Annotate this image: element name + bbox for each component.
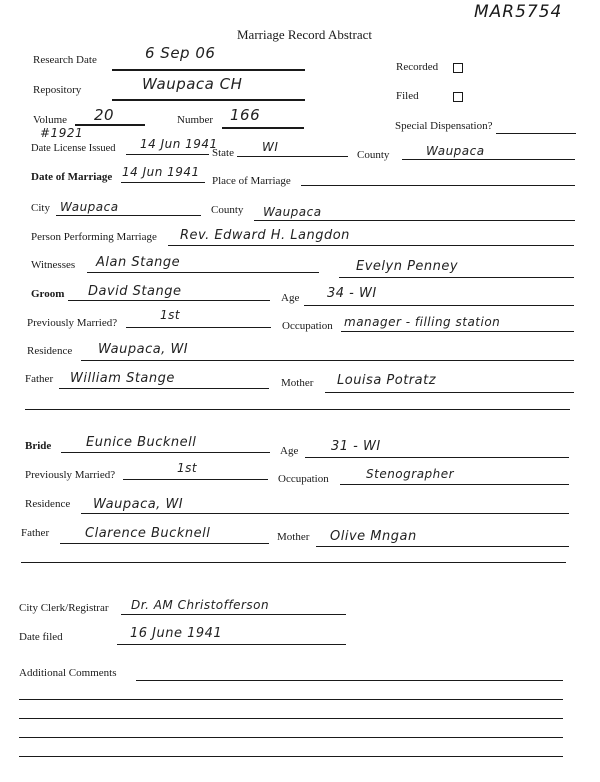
bride-mother-label: Mother xyxy=(277,531,310,543)
county-value: Waupaca xyxy=(426,144,485,158)
repository-label: Repository xyxy=(33,84,82,96)
date-of-marriage-label: Date of Marriage xyxy=(31,171,113,183)
bride-residence-line xyxy=(81,513,569,514)
county-line xyxy=(402,159,575,160)
groom-residence-value: Waupaca, WI xyxy=(98,342,189,357)
bride-father-line xyxy=(60,543,269,544)
number-label: Number xyxy=(177,114,214,126)
bride-extra-line xyxy=(21,562,566,563)
witness-1-value: Alan Stange xyxy=(96,255,181,270)
bride-name-line xyxy=(61,452,270,453)
witnesses-label: Witnesses xyxy=(31,259,76,271)
comments-line-1 xyxy=(136,680,563,681)
bride-occupation-value: Stenographer xyxy=(366,467,455,481)
bride-occupation-line xyxy=(340,484,569,485)
city-line xyxy=(56,215,201,216)
city-label: City xyxy=(31,202,50,214)
groom-father-label: Father xyxy=(25,373,54,385)
groom-mother-value: Louisa Potratz xyxy=(337,373,437,388)
person-performing-value: Rev. Edward H. Langdon xyxy=(180,228,350,243)
filed-label: Filed xyxy=(396,90,419,102)
research-date-line xyxy=(112,69,305,71)
groom-occupation-line xyxy=(341,331,574,332)
bride-name-value: Eunice Bucknell xyxy=(86,435,197,450)
comments-line-2 xyxy=(19,699,563,700)
place-of-marriage-label: Place of Marriage xyxy=(212,175,291,187)
witness-1-line xyxy=(87,272,319,273)
witness-2-value: Evelyn Penney xyxy=(356,259,459,274)
special-dispensation-label: Special Dispensation? xyxy=(395,120,493,132)
bride-previously-married-label: Previously Married? xyxy=(25,469,116,481)
date-filed-value: 16 June 1941 xyxy=(130,626,223,641)
groom-mother-label: Mother xyxy=(281,377,314,389)
city-clerk-line xyxy=(121,614,346,615)
person-performing-line xyxy=(168,245,574,246)
comments-line-4 xyxy=(19,737,563,738)
bride-age-value: 31 - WI xyxy=(331,439,381,454)
license-note: #1921 xyxy=(40,126,84,140)
date-license-issued-line xyxy=(126,154,209,155)
repository-line xyxy=(112,99,305,101)
bride-father-value: Clarence Bucknell xyxy=(85,526,211,541)
date-of-marriage-line xyxy=(121,182,205,183)
county2-label: County xyxy=(211,204,244,216)
research-date-value: 6 Sep 06 xyxy=(145,44,216,62)
date-filed-line xyxy=(117,644,346,645)
witness-2-line xyxy=(339,277,574,278)
county2-line xyxy=(254,220,575,221)
groom-residence-label: Residence xyxy=(27,345,73,357)
groom-previously-married-label: Previously Married? xyxy=(27,317,118,329)
groom-previously-married-value: 1st xyxy=(160,308,181,322)
number-line xyxy=(222,127,304,129)
special-dispensation-line xyxy=(496,133,576,134)
bride-residence-label: Residence xyxy=(25,498,71,510)
groom-label: Groom xyxy=(31,288,65,300)
bride-father-label: Father xyxy=(21,527,50,539)
volume-line xyxy=(75,124,145,126)
date-of-marriage-value: 14 Jun 1941 xyxy=(122,165,200,179)
groom-age-label: Age xyxy=(281,292,300,304)
groom-occupation-label: Occupation xyxy=(282,320,333,332)
additional-comments-label: Additional Comments xyxy=(19,667,117,679)
bride-mother-line xyxy=(316,546,569,547)
city-value: Waupaca xyxy=(60,200,119,214)
city-clerk-value: Dr. AM Christofferson xyxy=(131,598,270,612)
comments-line-3 xyxy=(19,718,563,719)
number-value: 166 xyxy=(230,106,261,124)
filed-checkbox[interactable] xyxy=(453,92,463,102)
groom-father-line xyxy=(59,388,269,389)
volume-value: 20 xyxy=(94,106,115,124)
state-label: State xyxy=(212,147,234,159)
groom-name-line xyxy=(68,300,270,301)
date-filed-label: Date filed xyxy=(19,631,63,643)
record-id: MAR5754 xyxy=(474,2,563,22)
person-performing-label: Person Performing Marriage xyxy=(31,231,157,243)
repository-value: Waupaca CH xyxy=(142,75,243,93)
bride-label: Bride xyxy=(25,440,52,452)
groom-age-line xyxy=(304,305,574,306)
recorded-label: Recorded xyxy=(396,61,439,73)
place-of-marriage-line xyxy=(301,185,575,186)
state-value: WI xyxy=(262,140,279,154)
comments-line-5 xyxy=(19,756,563,757)
date-license-issued-label: Date License Issued xyxy=(31,143,116,154)
groom-father-value: William Stange xyxy=(70,371,175,386)
groom-previously-married-line xyxy=(126,327,271,328)
state-line xyxy=(237,156,348,157)
groom-mother-line xyxy=(325,392,574,393)
research-date-label: Research Date xyxy=(33,54,97,66)
page-title: Marriage Record Abstract xyxy=(237,27,373,42)
bride-previously-married-line xyxy=(123,479,268,480)
groom-age-value: 34 - WI xyxy=(327,286,377,301)
recorded-checkbox[interactable] xyxy=(453,63,463,73)
bride-occupation-label: Occupation xyxy=(278,473,329,485)
county-label: County xyxy=(357,149,390,161)
groom-name-value: David Stange xyxy=(88,284,182,299)
date-license-issued-value: 14 Jun 1941 xyxy=(140,137,218,151)
groom-occupation-value: manager - filling station xyxy=(344,315,501,329)
bride-age-label: Age xyxy=(280,445,299,457)
county2-value: Waupaca xyxy=(263,205,322,219)
bride-mother-value: Olive Mngan xyxy=(330,529,417,544)
groom-residence-line xyxy=(81,360,574,361)
city-clerk-label: City Clerk/Registrar xyxy=(19,602,109,614)
bride-age-line xyxy=(305,457,569,458)
bride-previously-married-value: 1st xyxy=(177,461,198,475)
groom-extra-line xyxy=(25,409,570,410)
volume-label: Volume xyxy=(33,114,68,126)
bride-residence-value: Waupaca, WI xyxy=(93,497,184,512)
